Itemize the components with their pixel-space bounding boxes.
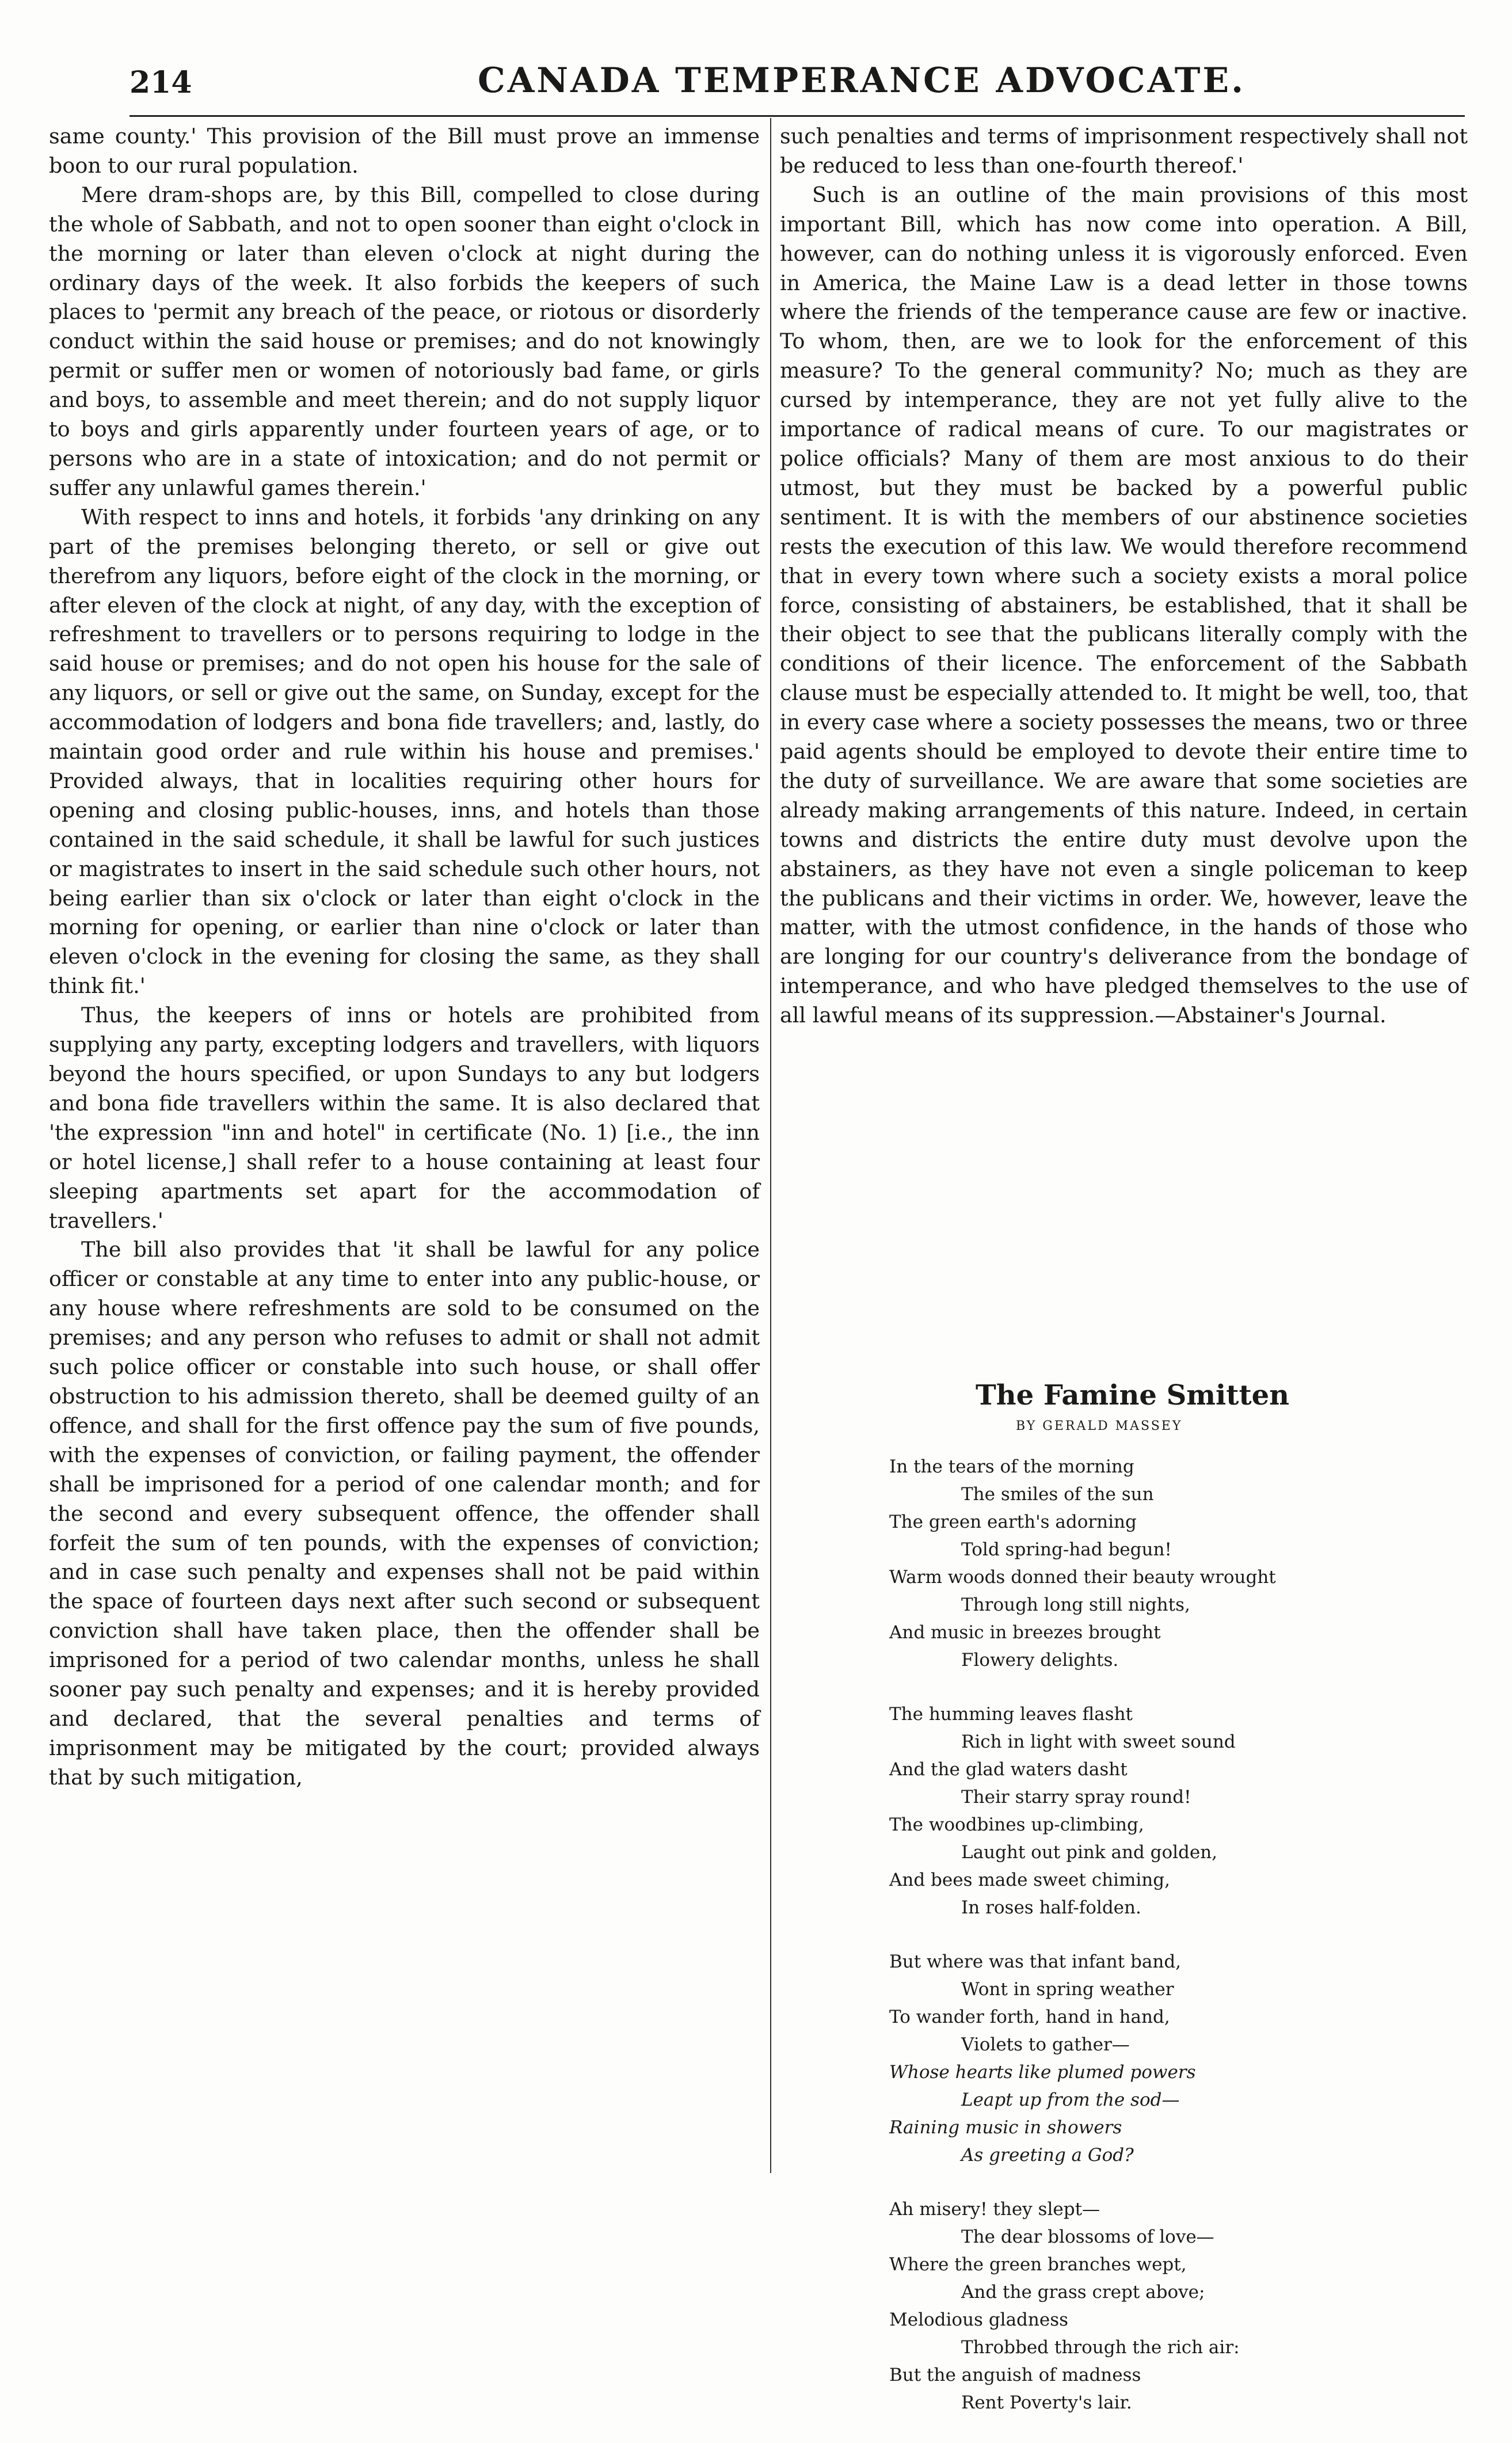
poem-line: Where the green branches wept, (889, 2254, 1187, 2275)
poem-line: Ah misery! they slept— (889, 2199, 1100, 2220)
paragraph: same county.' This provision of the Bill must prove an immense boon to our rural population. (49, 124, 760, 178)
poem-line: To wander forth, hand in hand, (889, 2007, 1170, 2027)
poem-line: Leapt up from the sod— (961, 2090, 1180, 2110)
paragraph: Thus, the keepers of inns or hotels are prohibited from supplying any party, excepting lodgers and travellers, with liquors beyond the hours specified, or upon Sundays to any but lodgers and bona fide travellers within the same. It is also declared that 'the expression "inn and hotel" in certificate (No. 1) [i.e., the inn or hotel license,] shall refer to a house containing at least four sleeping apartments set apart for the accommodation of travellers.' (49, 1003, 760, 1233)
poem-line: Rent Poverty's lair. (961, 2392, 1132, 2413)
poem-line: The woodbines up-climbing, (889, 1814, 1144, 1835)
paragraph: such penalties and terms of imprisonment respectively shall not be reduced to less than one-fourth thereof.' (780, 124, 1468, 178)
poem-line: And bees made sweet chiming, (889, 1870, 1170, 1890)
right-column (780, 122, 1468, 1030)
poem-line: Throbbed through the rich air: (961, 2337, 1240, 2358)
header-rule (130, 115, 1465, 117)
poem-line: The humming leaves flasht (889, 1704, 1133, 1725)
paragraph: Such is an outline of the main provisions of this most important Bill, which has now come into operation. A Bill, however, can do nothing unless it is vigorously enforced. Even in America, the Maine Law is a dead letter in those towns where the friends of the temperance cause are few or inactive. To whom, then, are we to look for the enforcement of this measure? To the general community? No; much as they are cursed by intemperance, they are not yet fully alive to the importance of radical means of cure. To our magistrates or police officials? Many of them are most anxious to do their utmost, but they must be backed by a powerful public sentiment. It is with the members of our abstinence societies rests the execution of this law. We would therefore recommend that in every town where such a society exists a moral police force, consisting of abstainers, be established, that it shall be their object to see that the publicans literally comply with the conditions of their licence. The enforcement of the Sabbath clause must be especially attended to. It might be well, too, that in every case where a society possesses the means, two or three paid agents should be employed to devote their entire time to the duty of surveillance. We are aware that some societies are already making arrangements of this nature. Indeed, in certain towns and districts the entire duty must devolve upon the abstainers, as they have not even a single policeman to keep the publicans and their victims in order. We, however, leave the matter, with the utmost confidence, in the hands of those who are longing for our country's deliverance from the bondage of intemperance, and who have pledged themselves to the use of all lawful means of its suppression.—Abstainer's Journal. (780, 182, 1468, 1028)
page-header (0, 55, 1512, 112)
poem-line: As greeting a God? (961, 2145, 1134, 2166)
paragraph: Mere dram-shops are, by this Bill, compelled to close during the whole of Sabbath, and not to open sooner than eight o'clock in the morning or later than eleven o'clock at night during the ordinary days of the week. It also forbids the keepers of such places to 'permit any breach of the peace, or riotous or disorderly conduct within the said house or premises; and do not knowingly permit or suffer men or women of notoriously bad fame, or girls and boys, to assemble and meet therein; and do not supply liquor to boys and girls apparently under fourteen years of age, or to persons who are in a state of intoxication; and do not permit or suffer any unlawful games therein.' (49, 182, 760, 500)
poem-line: But the anguish of madness (889, 2365, 1141, 2385)
poem-line: And the grass crept above; (961, 2282, 1205, 2303)
poem-line: In the tears of the morning (889, 1456, 1134, 1477)
poem-line: Raining music in showers (889, 2117, 1122, 2138)
poem-line: Wont in spring weather (961, 1979, 1174, 2000)
poem-line: But where was that infant band, (889, 1951, 1182, 1972)
poem-body (889, 1453, 1465, 2417)
poem-stanza (889, 1948, 1465, 2169)
poem-byline: BY GERALD MASSEY (1016, 1419, 1183, 1433)
paragraph: With respect to inns and hotels, it forbids 'any drinking on any part of the premises belonging thereto, or sell or give out therefrom any liquors, before eight of the clock in the morning, or after eleven of the clock at night, of any day, with the exception of refreshment to travellers or to persons requiring to lodge in the said house or premises; and do not open his house for the sale of any liquors, or sell or give out the same, on Sunday, except for the accommodation of lodgers and bona fide travellers; and, lastly, do maintain good order and rule within his house and premises.' Provided always, that in localities requiring other hours for opening and closing public-houses, inns, and hotels than those contained in the said schedule, it shall be lawful for such justices or magistrates to insert in the said schedule such other hours, not being earlier than six o'clock or later than eight o'clock in the morning for opening, or earlier than nine o'clock or later than eleven o'clock in the evening for closing the same, as they shall think fit.' (49, 504, 760, 999)
poem-line: Warm woods donned their beauty wrought (889, 1567, 1276, 1588)
poem (889, 1379, 1465, 2443)
poem-line: Told spring-had begun! (961, 1539, 1172, 1560)
poem-line: Laught out pink and golden, (961, 1842, 1218, 1863)
left-column (49, 122, 760, 1793)
poem-line: In roses half-folden. (961, 1897, 1141, 1918)
poem-line: Through long still nights, (961, 1595, 1190, 1615)
poem-title: The Famine Smitten (976, 1379, 1290, 1411)
poem-line: Flowery delights. (961, 1650, 1119, 1670)
poem-line: Rich in light with sweet sound (961, 1732, 1236, 1752)
poem-line: The green earth's adorning (889, 1512, 1137, 1532)
running-title: CANADA TEMPERANCE ADVOCATE. (478, 60, 1246, 101)
poem-stanza (889, 2195, 1465, 2417)
poem-line: The dear blossoms of love— (961, 2227, 1214, 2247)
poem-line: The smiles of the sun (961, 1484, 1154, 1505)
poem-line: And the glad waters dasht (889, 1759, 1128, 1780)
column-divider (770, 118, 771, 2173)
poem-line: Melodious gladness (889, 2309, 1069, 2330)
poem-line: Whose hearts like plumed powers (889, 2062, 1196, 2083)
poem-line: Their starry spray round! (961, 1787, 1191, 1807)
poem-stanza (889, 1453, 1465, 1674)
poem-line: Violets to gather— (961, 2034, 1130, 2055)
poem-stanza (889, 1700, 1465, 1921)
poem-line: And music in breezes brought (889, 1622, 1161, 1643)
paragraph: The bill also provides that 'it shall be lawful for any police officer or constable at any time to enter into any public-house, or any house where refreshments are sold to be consumed on the premises; and any person who refuses to admit or shall not admit such police officer or constable into such house, or shall offer obstruction to his admission thereto, shall be deemed guilty of an offence, and shall for the first offence pay the sum of five pounds, with the expenses of conviction, or failing payment, the offender shall be imprisoned for a period of one calendar month; and for the second and every subsequent offence, the offender shall forfeit the sum of ten pounds, with the expenses of conviction; and in case such penalty and expenses shall not be paid within the space of fourteen days next after such second or subsequent conviction shall have taken place, then the offender shall be imprisoned for a period of two calendar months, unless he shall sooner pay such penalty and expenses; and it is hereby provided and declared, that the several penalties and terms of imprisonment may be mitigated by the court; provided always that by such mitigation, (49, 1237, 760, 1790)
page-number: 214 (130, 65, 192, 100)
